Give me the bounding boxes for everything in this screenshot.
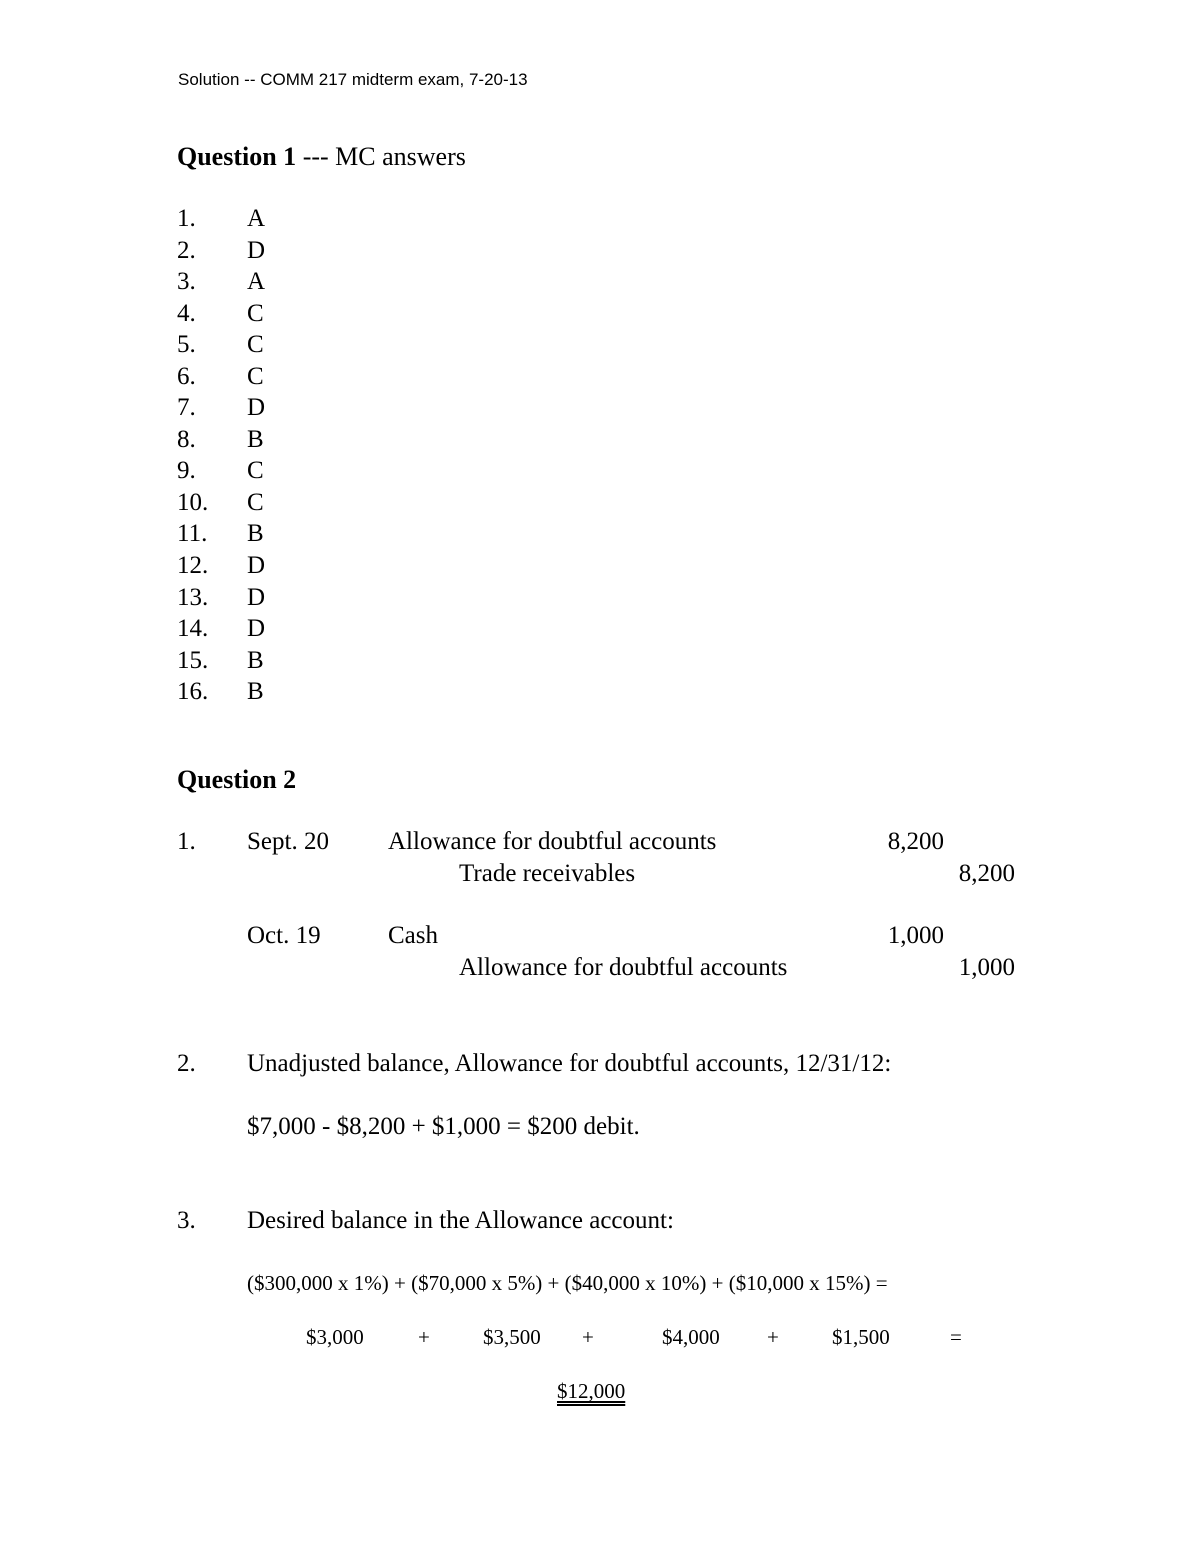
question-1-subtitle: --- MC answers xyxy=(296,142,466,171)
entry-1-debit-amount: 8,200 xyxy=(887,828,944,855)
part-2-number: 2. xyxy=(177,1050,196,1077)
mc-number: 14. xyxy=(177,615,209,642)
mc-number: 11. xyxy=(177,520,208,547)
entry-2-credit-account: Allowance for doubtful accounts xyxy=(459,954,788,981)
mc-answer: C xyxy=(247,489,264,516)
part-3-label: Desired balance in the Allowance account: xyxy=(247,1207,674,1234)
part-3-operator: + xyxy=(767,1325,779,1349)
mc-number: 7. xyxy=(177,394,196,421)
part-3-value: $4,000 xyxy=(662,1325,720,1349)
question-1-label: Question 1 xyxy=(177,142,297,171)
entry-1-credit-account: Trade receivables xyxy=(459,860,636,887)
mc-answer: C xyxy=(247,331,264,358)
mc-number: 10. xyxy=(177,489,209,516)
mc-number: 1. xyxy=(177,205,196,232)
page-header: Solution -- COMM 217 midterm exam, 7-20-13 xyxy=(178,70,528,89)
mc-answer: D xyxy=(247,615,266,642)
part-2-calculation: $7,000 - $8,200 + $1,000 = $200 debit. xyxy=(247,1113,640,1140)
part-3-total: $12,000 xyxy=(557,1379,626,1403)
mc-answer: D xyxy=(247,584,266,611)
entry-2-date: Oct. 19 xyxy=(247,922,321,949)
mc-answer: B xyxy=(247,426,264,453)
mc-number: 3. xyxy=(177,268,196,295)
mc-number: 2. xyxy=(177,237,196,264)
mc-number: 12. xyxy=(177,552,209,579)
question-2-heading xyxy=(177,765,296,795)
part-2-label: Unadjusted balance, Allowance for doubtful accounts, 12/31/12: xyxy=(247,1050,892,1077)
part-3-value: $3,000 xyxy=(306,1325,364,1349)
mc-answer: A xyxy=(247,205,266,232)
mc-number: 8. xyxy=(177,426,196,453)
mc-number: 13. xyxy=(177,584,209,611)
question-1-heading xyxy=(177,142,466,172)
part-3-formula: ($300,000 x 1%) + ($70,000 x 5%) + ($40,000 x 10%) + ($10,000 x 15%) = xyxy=(247,1271,888,1295)
entry-2-debit-account: Cash xyxy=(388,922,438,949)
mc-answer: A xyxy=(247,268,266,295)
mc-number: 16. xyxy=(177,678,209,705)
mc-answer: C xyxy=(247,457,264,484)
mc-answer: D xyxy=(247,394,266,421)
mc-number: 6. xyxy=(177,363,196,390)
mc-answer: B xyxy=(247,520,264,547)
part-3-value: $3,500 xyxy=(483,1325,541,1349)
mc-number: 9. xyxy=(177,457,196,484)
mc-answer: D xyxy=(247,552,266,579)
part-3-number: 3. xyxy=(177,1207,196,1234)
part-1-number: 1. xyxy=(177,828,196,855)
entry-1-date: Sept. 20 xyxy=(247,828,329,855)
part-3-value: $1,500 xyxy=(832,1325,890,1349)
mc-answer: B xyxy=(247,647,264,674)
mc-answer: B xyxy=(247,678,264,705)
entry-1-debit-account: Allowance for doubtful accounts xyxy=(388,828,717,855)
mc-number: 4. xyxy=(177,300,196,327)
mc-answer: C xyxy=(247,363,264,390)
mc-number: 15. xyxy=(177,647,209,674)
part-3-operator: + xyxy=(418,1325,430,1349)
mc-answer: D xyxy=(247,237,266,264)
part-3-operator: = xyxy=(950,1325,962,1349)
entry-2-debit-amount: 1,000 xyxy=(887,922,944,949)
mc-number: 5. xyxy=(177,331,196,358)
entry-2-credit-amount: 1,000 xyxy=(958,954,1015,981)
entry-1-credit-amount: 8,200 xyxy=(958,860,1015,887)
question-2-label: Question 2 xyxy=(177,765,297,794)
mc-answer: C xyxy=(247,300,264,327)
part-3-operator: + xyxy=(582,1325,594,1349)
